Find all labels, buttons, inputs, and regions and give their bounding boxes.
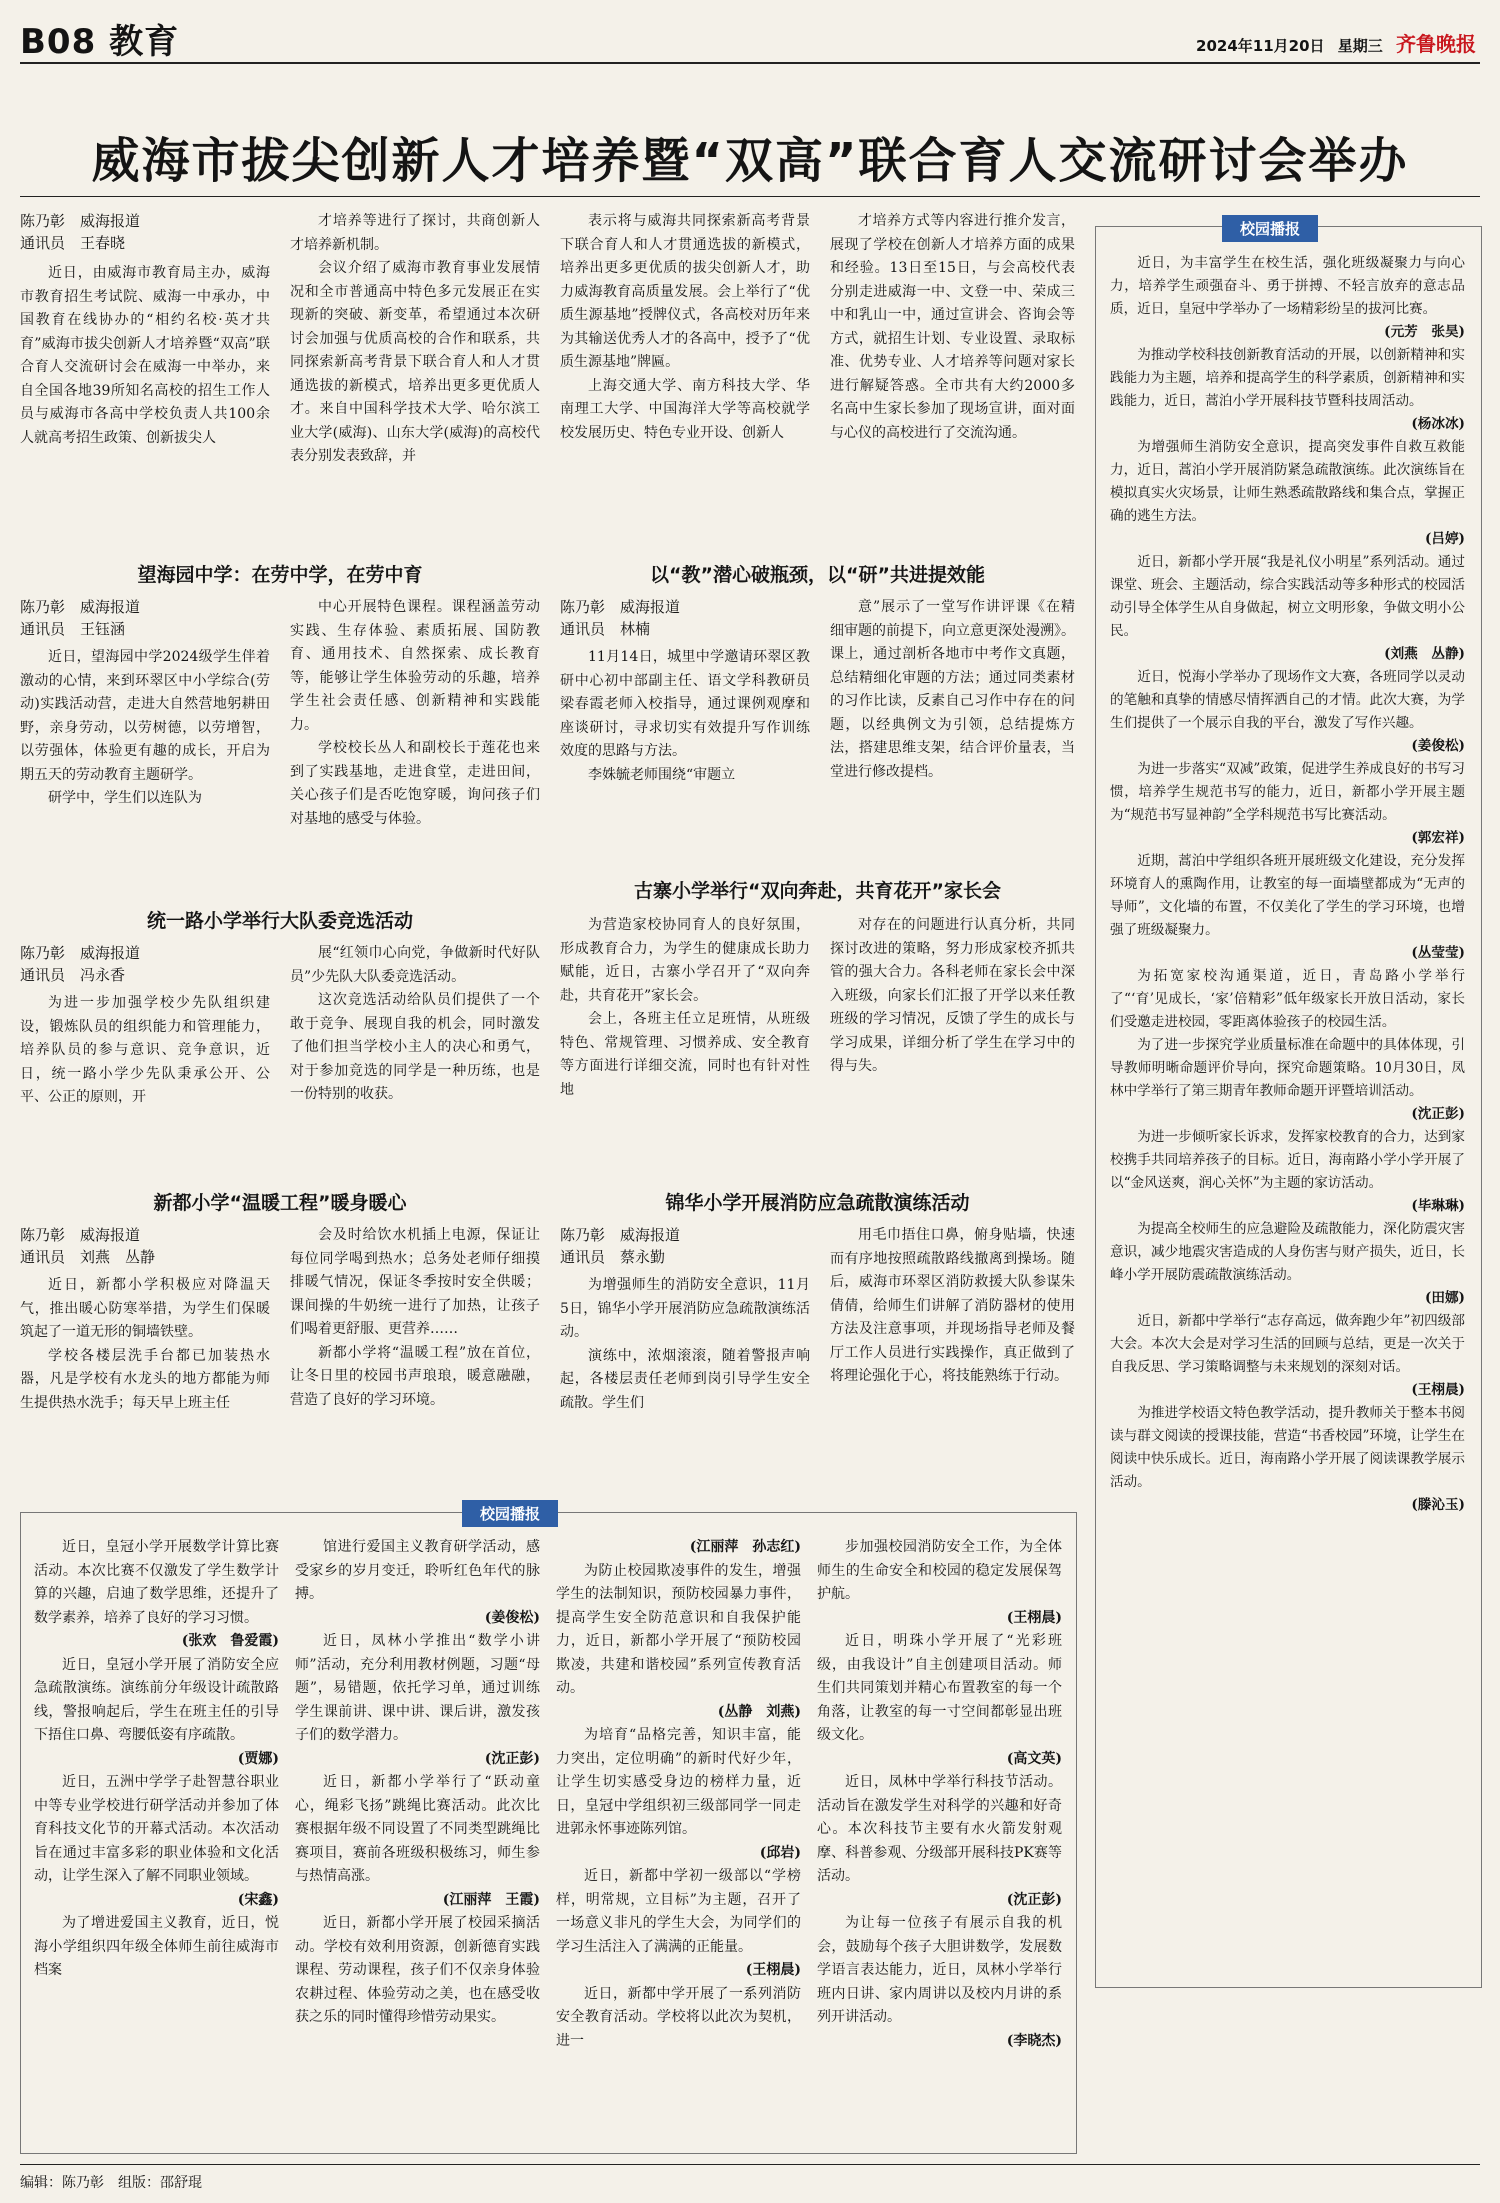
paragraph: 近日，新都小学开展“我是礼仪小明星”系列活动。通过课堂、班会、主题活动，综合实践活动等多种形式的校园活动引导全体学生从自身做起，树立文明形象，争做文明小公民。: [1110, 554, 1465, 639]
author-attribution: (宋鑫): [237, 1891, 279, 1908]
author-attribution: (丛莹莹): [1411, 945, 1465, 961]
author-attribution: (丛静 刘燕): [717, 1703, 801, 1720]
article-col: [20, 646, 270, 886]
issue-date: 2024年11月20日: [1196, 37, 1325, 55]
article-title: 统一路小学举行大队委竞选活动: [146, 910, 413, 932]
lead-col-3: [560, 210, 810, 542]
article-col: [290, 596, 540, 886]
article-byline: 陈乃彰 威海报道 通讯员 王钰涵: [20, 598, 141, 638]
paragraph: 用毛巾捂住口鼻，俯身贴墙，快速而有序地按照疏散路线撤离到操场。随后，威海市环翠区消防救援大队参谋朱倩倩，给师生们讲解了消防器材的使用方法及注意事项，并现场指导老师及餐厅工作人员进行实践操作，真正做到了将理论强化于心，将技能熟练于行动。: [830, 1227, 1075, 1384]
headline-rule: [20, 196, 1480, 197]
author-attribution: (王栩晨): [745, 1962, 801, 1978]
paragraph: 会上，各班主任立足班情，从班级特色、常规管理、习惯养成、安全教育等方面进行详细交流，同时也有针对性地: [560, 1011, 810, 1098]
sidebar-news: [1110, 252, 1465, 1974]
paragraph: 研学中，学生们以连队为: [48, 790, 202, 806]
article-byline: 陈乃彰 威海报道 通讯员 冯永香: [20, 944, 141, 984]
lead-col-1: [20, 262, 270, 542]
article-col: [290, 942, 540, 1172]
issue-weekday: 星期三: [1337, 37, 1383, 55]
paragraph: 为拓宽家校沟通渠道，近日，青岛路小学举行了“‘育’见成长，‘家’倍精彩”低年级家长开放日活动，家长们受邀走进校园，零距离体验孩子的校园生活。: [1110, 968, 1465, 1030]
paragraph: 步加强校园消防安全工作，为全体师生的生命安全和校园的稳定发展保驾护航。: [817, 1539, 1062, 1602]
paragraph: 近日，悦海小学举办了现场作文大赛，各班同学以灵动的笔触和真挚的情感尽情挥洒自己的才情。此次大赛，为学生们提供了一个展示自我的平台，激发了写作兴趣。: [1110, 669, 1465, 731]
page-section-label: B08 教育: [20, 22, 180, 62]
paragraph: 近日，五洲中学学子赴智慧谷职业中等专业学校进行研学活动并参加了体育科技文化节的开幕式活动。本次活动旨在通过丰富多彩的职业体验和文化活动，让学生深入了解不同职业领域。: [34, 1774, 279, 1884]
paragraph: 为防止校园欺凌事件的发生，增强学生的法制知识，预防校园暴力事件，提高学生安全防范意识和自我保护能力，近日，新都小学开展了“预防校园欺凌，共建和谐校园”系列宣传教育活动。: [556, 1562, 801, 1696]
newspaper-brand: 齐鲁晚报: [1396, 32, 1476, 56]
paragraph: 意”展示了一堂写作讲评课《在精细审题的前提下，向立意更深处漫溯》。课上，通过剖析各地市中考作文真题，总结精细化审题的方法；通过同类素材的习作比读，反素自己习作中存在的问题，以经典例文为引领，总结提炼方法，搭建思维支架，结合评价量表，当堂进行修改提档。: [830, 599, 1075, 780]
paragraph: 中心开展特色课程。课程涵盖劳动实践、生存体验、素质拓展、国防教育、通用技术、自然探索、成长教育等，能够让学生体验劳动的乐趣，培养学生社会责任感、创新精神和实践能力。: [290, 599, 540, 733]
author-attribution: (毕琳琳): [1411, 1198, 1465, 1214]
article-byline: 陈乃彰 威海报道 通讯员 林楠: [560, 598, 681, 638]
bottom-col-1: [34, 1536, 279, 2142]
article-col: [20, 1274, 270, 1500]
author-attribution: (沈正彭): [1006, 1891, 1062, 1908]
paragraph: 为培育“品格完善，知识丰富，能力突出，定位明确”的新时代好少年，让学生切实感受身边的榜样力量，近日，皇冠中学组织初三级部同学一同走进郭永怀事迹陈列馆。: [556, 1727, 801, 1837]
author-attribution: (张欢 鲁爱霞): [181, 1633, 279, 1649]
paragraph: 李姝毓老师围绕“审题立: [588, 766, 736, 783]
author-attribution: (滕沁玉): [1411, 1497, 1465, 1513]
bottom-badge: 校园播报: [462, 1500, 558, 1527]
paragraph: 为营造家校协同育人的良好氛围，形成教育合力，为学生的健康成长助力赋能，近日，古寨小学召开了“双向奔赴，共育花开”家长会。: [560, 917, 810, 1004]
lead-headline: 威海市拔尖创新人才培养暨“双高”联合育人交流研讨会举办: [91, 133, 1409, 189]
article-byline: 陈乃彰 威海报道 通讯员 蔡永勤: [560, 1226, 681, 1266]
paragraph: 新都小学将“温暖工程”放在首位，让冬日里的校园书声琅琅，暖意融融，营造了良好的学习环境。: [290, 1344, 540, 1408]
article-col: [20, 992, 270, 1172]
paragraph: 学校校长丛人和副校长于莲花也来到了实践基地，走进食堂，走进田间，关心孩子们是否吃饱穿暖，询问孩子们对基地的感受与体验。: [290, 740, 540, 827]
bottom-col-4: [817, 1536, 1062, 2142]
paragraph: 展“红领巾心向党，争做新时代好队员”少先队大队委竞选活动。: [290, 945, 540, 985]
author-attribution: (刘燕 丛静): [1384, 646, 1465, 662]
editor-credit: 编辑：陈乃彰 组版：邵舒琨: [20, 2175, 202, 2191]
paragraph: 对存在的问题进行认真分析，共同探讨改进的策略，努力形成家校齐抓共管的强大合力。各科老师在家长会中深入班级，向家长们汇报了开学以来任教班级的学习情况，反馈了学生的成长与学习成果，详细分析了学生在学习中的得与失。: [830, 917, 1075, 1074]
paragraph: 为了进一步探究学业质量标准在命题中的具体体现，引导教师明晰命题评价导向，探究命题策略。10月30日，凤林中学举行了第三期青年教师命题开评暨培训活动。: [1110, 1037, 1465, 1099]
paragraph: 近期，蒿泊中学组织各班开展班级文化建设，充分发挥环境育人的熏陶作用，让教室的每一面墙壁都成为“无声的导师”，文化墙的布置，不仅美化了学生的学习环境，也增强了班级凝聚力。: [1110, 853, 1465, 938]
paragraph: 近日，新都中学开展了一系列消防安全教育活动。学校将以此次为契机，进一: [556, 1985, 801, 2049]
author-attribution: (沈正彭): [1411, 1106, 1465, 1122]
paragraph: 近日，新都小学举行了“跃动童心，绳彩飞扬”跳绳比赛活动。此次比赛根据年级不同设置了不同类型跳绳比赛项目，赛前各班级积极练习，师生参与热情高涨。: [295, 1774, 540, 1884]
footer-rule: [20, 2164, 1480, 2165]
bottom-col-2: [295, 1536, 540, 2142]
article-col: [830, 914, 1075, 1170]
masthead-info: [1196, 28, 1476, 57]
author-attribution: (江丽萍 孙志红): [689, 1539, 801, 1555]
paragraph: 上海交通大学、南方科技大学、华南理工大学、中国海洋大学等高校就学校发展历史、特色专业开设、创新人: [560, 377, 810, 441]
paragraph: 为进一步落实“双减”政策，促进学生养成良好的书写习惯，培养学生规范书写的能力，近日，新都小学开展主题为“规范书写显神韵”全学科规范书写比赛活动。: [1110, 761, 1465, 823]
author-attribution: (王栩晨): [1411, 1382, 1465, 1398]
author-attribution: (沈正彭): [484, 1750, 540, 1767]
paragraph: 近日，新都中学初一级部以“学榜样，明常规，立目标”为主题，召开了一场意义非凡的学生大会，为同学们的学习生活注入了满满的正能量。: [556, 1868, 801, 1955]
author-attribution: (杨冰冰): [1411, 416, 1465, 432]
paragraph: 11月14日，城里中学邀请环翠区教研中心初中部副主任、语文学科教研员梁春霞老师入校指导，通过课例观摩和座谈研讨，寻求切实有效提升写作训练效度的思路与方法。: [560, 649, 810, 759]
paragraph: 表示将与威海共同探索新高考背景下联合育人和人才贯通选拔的新模式，培养出更多更优质的拔尖创新人才，助力威海教育高质量发展。会上举行了“优质生源基地”授牌仪式，各高校对历年来为其输送优秀人才的各高中，授予了“优质生源基地”牌匾。: [560, 213, 810, 370]
paragraph: 近日，皇冠小学开展了消防安全应急疏散演练。演练前分年级设计疏散路线，警报响起后，学生在班主任的引导下捂住口鼻、弯腰低姿有序疏散。: [34, 1656, 279, 1743]
paragraph: 为提高全校师生的应急避险及疏散能力，深化防震灾害意识，减少地震灾害造成的人身伤害与财产损失，近日，长峰小学开展防震疏散演练活动。: [1110, 1221, 1465, 1283]
paragraph: 近日，望海园中学2024级学生伴着激动的心情，来到环翠区中小学综合(劳动)实践活动营，走进大自然营地躬耕田野，亲身劳动，以劳树德，以劳增智，以劳强体，体验更有趣的成长，开启为期五天的劳动教育主题研学。: [20, 649, 270, 783]
paragraph: 为增强师生的消防安全意识，11月5日，锦华小学开展消防应急疏散演练活动。: [560, 1277, 810, 1340]
lead-byline: [20, 210, 270, 254]
author-attribution: (贾娜): [237, 1750, 279, 1767]
paragraph: 为推动学校科技创新教育活动的开展，以创新精神和实践能力为主题，培养和提高学生的科学素质，创新精神和实践能力，近日，蒿泊小学开展科技节暨科技周活动。: [1110, 347, 1465, 409]
paragraph: 近日，凤林中学举行科技节活动。活动旨在激发学生对科学的兴趣和好奇心。本次科技节主要有水火箭发射观摩、科普参观、分级部开展科技PK赛等活动。: [817, 1774, 1062, 1884]
paragraph: 演练中，浓烟滚滚，随着警报声响起，各楼层责任老师到岗引导学生安全疏散。学生们: [560, 1347, 810, 1411]
author-attribution: (姜俊松): [484, 1609, 540, 1626]
byline-reporter: 陈乃彰 威海报道: [20, 212, 141, 230]
author-attribution: (王栩晨): [1006, 1609, 1062, 1626]
author-attribution: (元芳 张昊): [1384, 324, 1465, 340]
paragraph: 为了增进爱国主义教育，近日，悦海小学组织四年级全体师生前往威海市档案: [34, 1915, 279, 1978]
author-attribution: (邱岩): [759, 1844, 801, 1861]
author-attribution: (郭宏祥): [1411, 830, 1465, 846]
paragraph: 为让每一位孩子有展示自我的机会，鼓励每个孩子大胆讲数学，发展数学语言表达能力，近日，凤林小学举行班内日讲、家内周讲以及校内月讲的系列开讲活动。: [817, 1915, 1062, 2025]
paragraph: 才培养等进行了探讨，共商创新人才培养新机制。: [290, 213, 540, 253]
paragraph: 近日，新都中学举行“志存高远，做奔跑少年”初四级部大会。本次大会是对学习生活的回顾与总结，更是一次关于自我反思、学习策略调整与未来规划的深刻对话。: [1110, 1313, 1465, 1375]
byline-correspondent: 通讯员 王春晓: [20, 234, 126, 252]
paragraph: 学校各楼层洗手台都已加装热水器，凡是学校有水龙头的地方都能为师生提供热水洗手；每天早上班主任: [20, 1347, 270, 1411]
paragraph: 为进一步倾听家长诉求，发挥家校教育的合力，达到家校携手共同培养孩子的目标。近日，海南路小学小学开展了以“金风送爽，润心关怀”为主题的家访活动。: [1110, 1129, 1465, 1191]
article-col: [560, 646, 810, 846]
article-col: [560, 914, 810, 1170]
paragraph: 馆进行爱国主义教育研学活动，感受家乡的岁月变迁，聆听红色年代的脉搏。: [295, 1539, 540, 1602]
article-title: 锦华小学开展消防应急疏散演练活动: [665, 1192, 970, 1214]
paragraph: 近日，为丰富学生在校生活，强化班级凝聚力与向心力，培养学生顽强奋斗、勇于拼搏、不轻言放弃的意志品质，近日，皇冠中学举办了一场精彩纷呈的拔河比赛。: [1110, 255, 1465, 317]
article-title: 古寨小学举行“双向奔赴，共育花开”家长会: [634, 880, 1001, 902]
header-rule: [20, 62, 1480, 64]
article-title: 新都小学“温暖工程”暖身暖心: [153, 1192, 407, 1214]
author-attribution: (吕婷): [1424, 531, 1465, 547]
bottom-col-3: [556, 1536, 801, 2142]
lead-col-4: [830, 210, 1075, 542]
article-col: [830, 596, 1075, 846]
article-col: [830, 1224, 1075, 1500]
lead-col-2: [290, 210, 540, 542]
paragraph: 近日，新都小学开展了校园采摘活动。学校有效利用资源，创新德育实践课程、劳动课程，孩子们不仅亲身体验农耕过程、体验劳动之美，也在感受收获之乐的同时懂得珍惜劳动果实。: [295, 1915, 540, 2025]
paragraph: 才培养方式等内容进行推介发言，展现了学校在创新人才培养方面的成果和经验。13日至15日，与会高校代表分别走进威海一中、文登一中、荣成三中和乳山一中，通过宣讲会、咨询会等方式，就招生计划、专业设置、录取标准、优势专业、人才培养等问题对家长进行解疑答惑。全市共有大约2000多名高中生家长参加了现场宣讲，面对面与心仪的高校进行了交流沟通。: [830, 213, 1075, 441]
author-attribution: (田娜): [1424, 1290, 1465, 1306]
article-col: [560, 1274, 810, 1500]
author-attribution: (李晓杰): [1006, 2032, 1062, 2049]
author-attribution: (姜俊松): [1411, 738, 1465, 754]
paragraph: 近日，凤林小学推出“数学小讲师”活动，充分利用教材例题，习题“母题”，易错题，依托学习单，通过训练学生课前讲、课中讲、课后讲，激发孩子们的数学潜力。: [295, 1633, 540, 1743]
paragraph: 会及时给饮水机插上电源，保证让每位同学喝到热水；总务处老师仔细摸排暖气情况，保证冬季按时安全供暖；课间操的牛奶统一进行了加热，让孩子们喝着更舒服、更营养……: [290, 1227, 540, 1337]
paragraph: 这次竞选活动给队员们提供了一个敢于竞争、展现自我的机会，同时激发了他们担当学校小主人的决心和勇气，对于参加竞选的同学是一种历练，也是一份特别的收获。: [290, 992, 540, 1102]
paragraph: 近日，新都小学积极应对降温天气，推出暖心防寒举措，为学生们保暖筑起了一道无形的铜墙铁壁。: [20, 1277, 270, 1340]
paragraph: 近日，由威海市教育局主办，威海市教育招生考试院、威海一中承办，中国教育在线协办的“相约名校·英才共育”威海市拔尖创新人才培养暨“双高”联合育人交流研讨会在威海一中举办，来自全国各地39所知名高校的招生工作人员与威海市各高中学校负责人共100余人就高考招生政策、创新拔尖人: [20, 265, 270, 446]
sidebar-badge: 校园播报: [1222, 215, 1318, 242]
author-attribution: (高文英): [1006, 1750, 1062, 1767]
author-attribution: (江丽萍 王霞): [442, 1891, 540, 1908]
paragraph: 为推进学校语文特色教学活动，提升教师关于整本书阅读与群文阅读的授课技能，营造“书香校园”环境，让学生在阅读中快乐成长。近日，海南路小学开展了阅读课教学展示活动。: [1110, 1405, 1465, 1490]
paragraph: 近日，明珠小学开展了“光彩班级，由我设计”自主创建项目活动。师生们共同策划并精心布置教室的每一个角落，让教室的每一寸空间都彰显出班级文化。: [817, 1633, 1062, 1743]
paragraph: 为增强师生消防安全意识，提高突发事件自救互救能力，近日，蒿泊小学开展消防紧急疏散演练。此次演练旨在模拟真实火灾场景，让师生熟悉疏散路线和集合点，掌握正确的逃生方法。: [1110, 439, 1465, 524]
article-col: [290, 1224, 540, 1500]
paragraph: 会议介绍了威海市教育事业发展情况和全市普通高中特色多元发展正在实现新的突破、新变革，希望通过本次研讨会加强与优质高校的合作和联系，共同探索新高考背景下联合育人和人才贯通选拔的新模式，培养出更多更优质人才。来自中国科学技术大学、哈尔滨工业大学(威海)、山东大学(威海)的高校代表分别发表致辞，并: [290, 260, 540, 464]
article-byline: 陈乃彰 威海报道 通讯员 刘燕 丛静: [20, 1226, 156, 1266]
article-title: 以“教”潜心破瓶颈，以“研”共进提效能: [650, 564, 985, 586]
paragraph: 为进一步加强学校少先队组织建设，锻炼队员的组织能力和管理能力，培养队员的参与意识、竞争意识，近日，统一路小学少先队秉承公开、公平、公正的原则，开: [20, 995, 270, 1105]
article-title: 望海园中学：在劳中学，在劳中育: [137, 564, 423, 586]
paragraph: 近日，皇冠小学开展数学计算比赛活动。本次比赛不仅激发了学生数学计算的兴趣，启迪了数学思维，还提升了数学素养，培养了良好的学习习惯。: [34, 1539, 279, 1626]
